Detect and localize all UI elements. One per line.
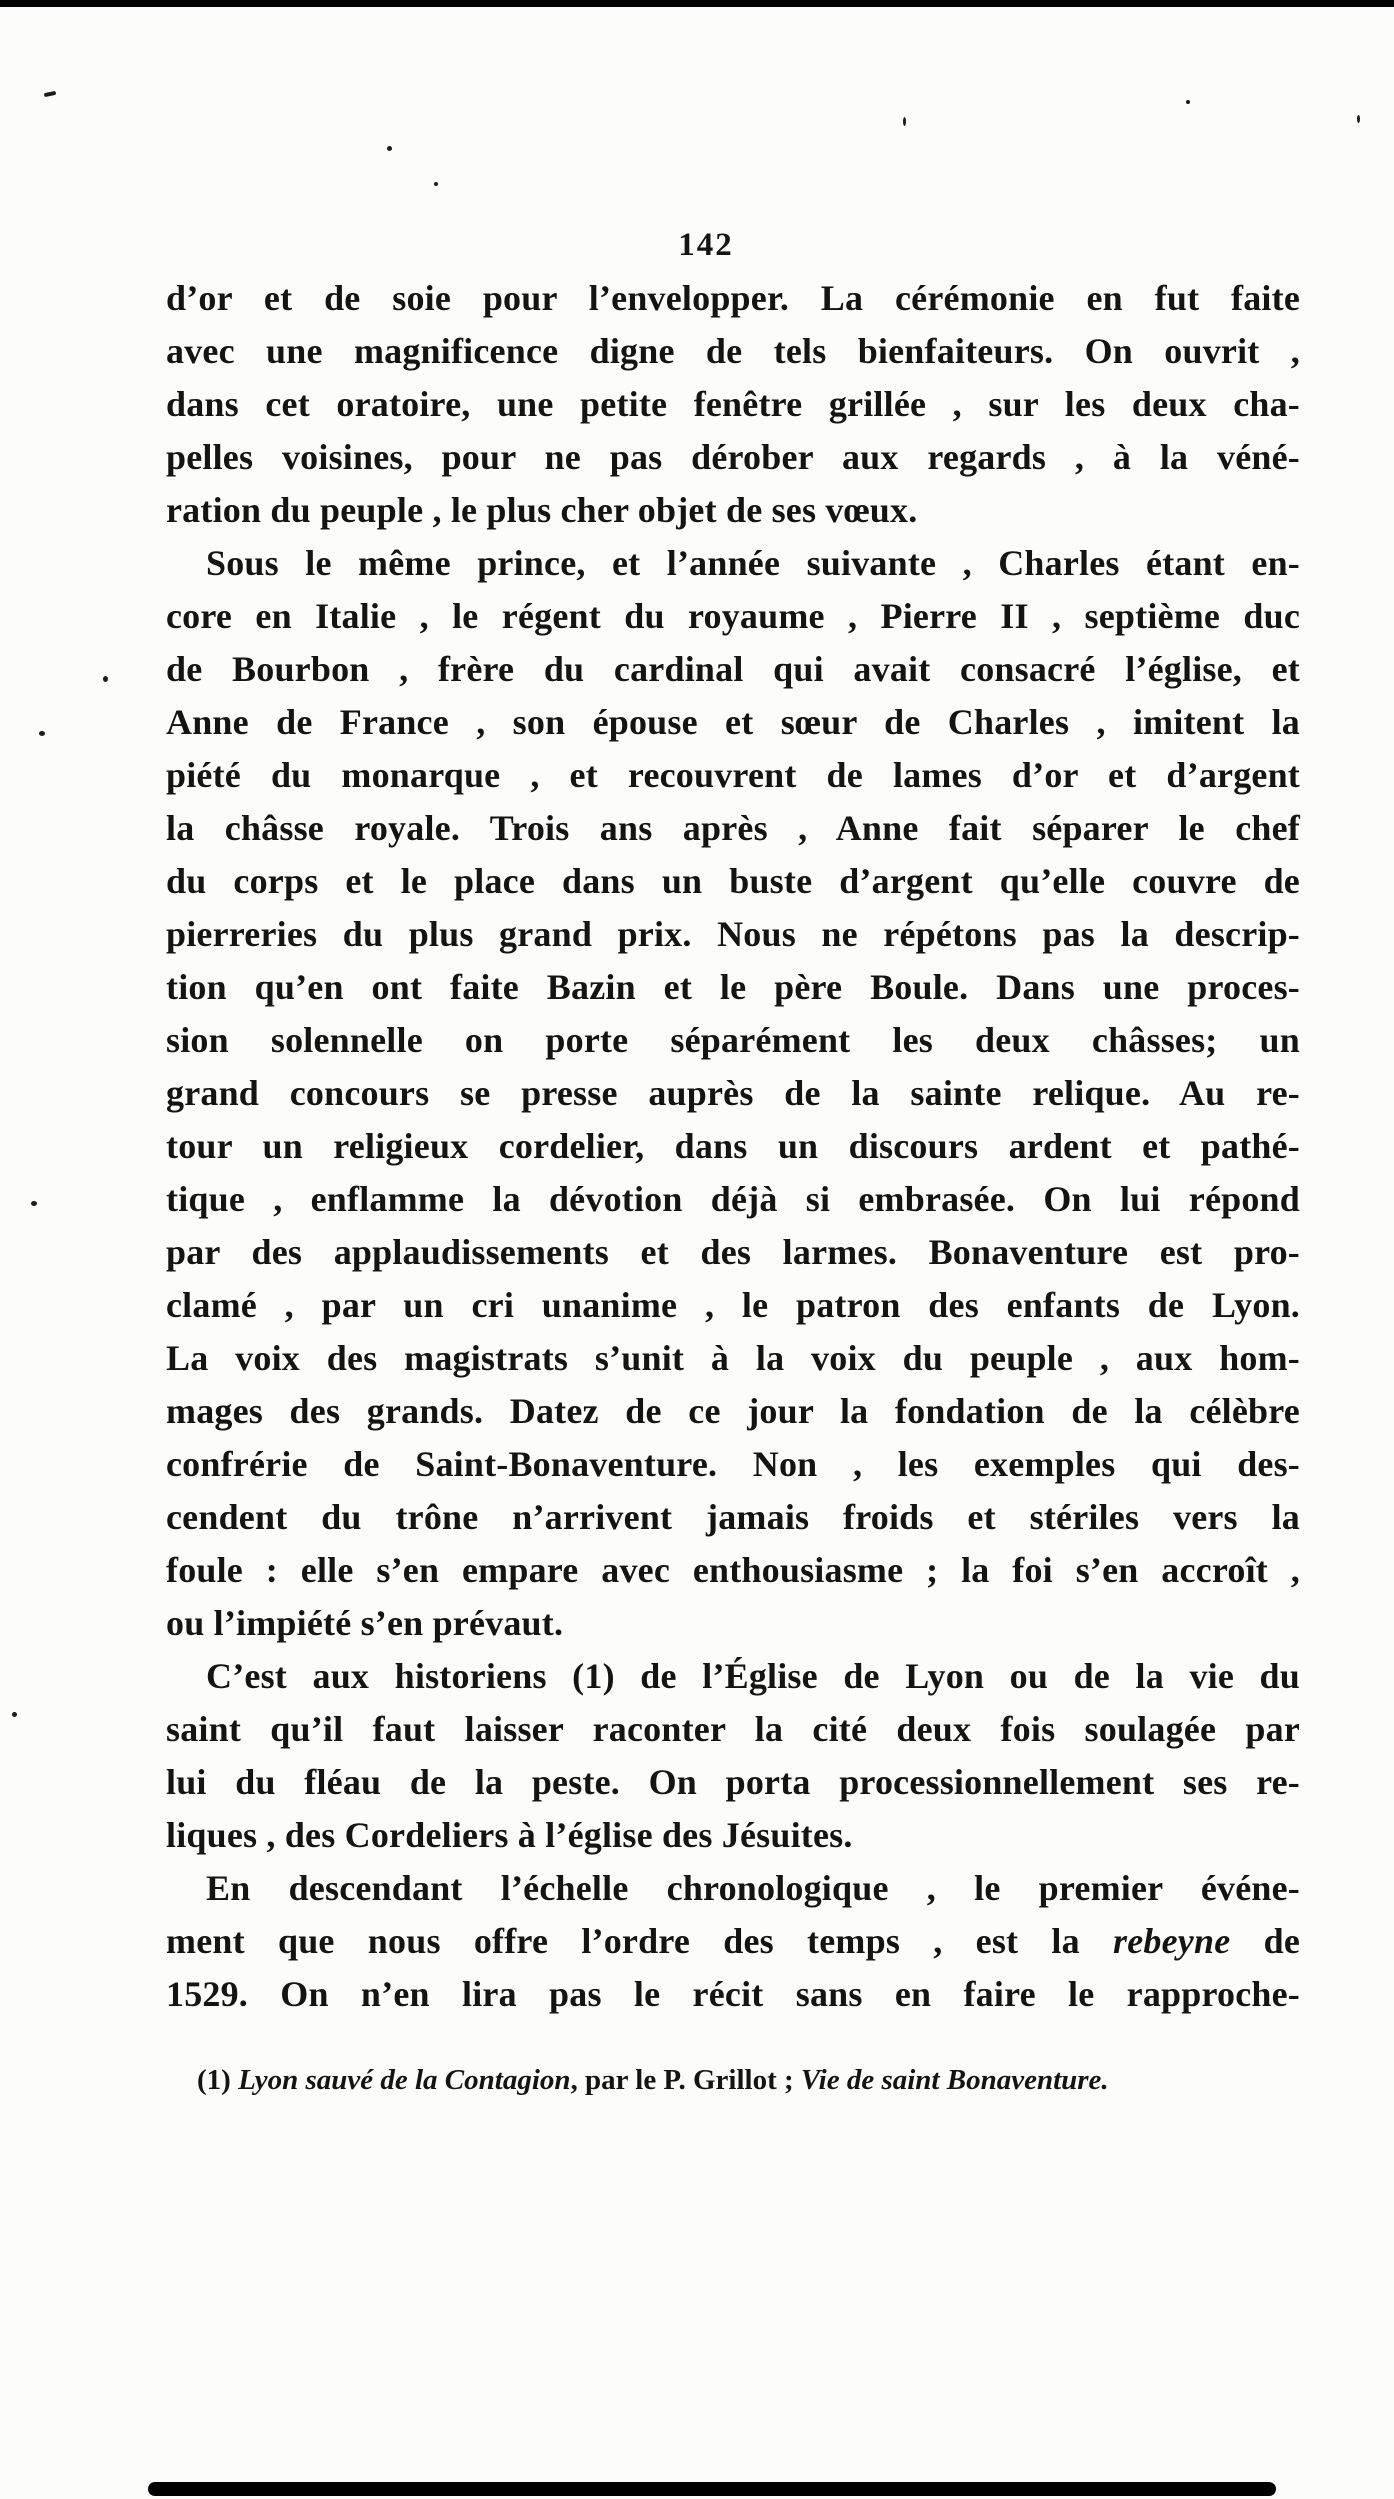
text-run: ration du peuple , le plus cher objet de ses vœux.: [166, 490, 918, 530]
italic-text: Lyon sauvé de la Contagion: [238, 2064, 571, 2096]
text-line: [166, 378, 1300, 431]
text-run: clamé , par un cri unanime , le patron des enfants de Lyon.: [166, 1285, 1300, 1325]
text-run: ou l’impiété s’en prévaut.: [166, 1603, 564, 1643]
scan-speck: [39, 731, 45, 736]
footnote: [197, 2060, 1307, 2100]
text-run: Anne de France , son épouse et sœur de Charles , imitent la: [166, 702, 1300, 742]
text-run: foule : elle s’en empare avec enthousiasme ; la foi s’en accroît ,: [166, 1550, 1300, 1590]
text-run: (1): [197, 2064, 239, 2096]
text-run: dans cet oratoire, une petite fenêtre grillée , sur les deux cha-: [166, 384, 1300, 424]
paragraph: [166, 537, 1300, 1650]
italic-text: Vie de saint Bonaventure.: [800, 2064, 1109, 2096]
scan-speck: [44, 91, 57, 97]
text-run: du corps et le place dans un buste d’argent qu’elle couvre de: [166, 861, 1300, 901]
paragraph: [166, 1650, 1300, 1862]
text-run: ment que nous offre l’ordre des temps , est la: [166, 1921, 1114, 1961]
scan-speck: [103, 676, 108, 682]
text-line: [166, 1756, 1300, 1809]
text-run: par des applaudissements et des larmes. Bonaventure est pro-: [166, 1232, 1300, 1272]
italic-text: rebeyne: [1113, 1921, 1231, 1961]
text-run: avec une magnificence digne de tels bienfaiteurs. On ouvrit ,: [166, 331, 1300, 371]
text-run: pelles voisines, pour ne pas dérober aux regards , à la véné-: [166, 437, 1300, 477]
text-line: [166, 272, 1300, 325]
scan-speck: [12, 1712, 17, 1717]
text-block: [166, 272, 1300, 2021]
text-run: saint qu’il faut laisser raconter la cité deux fois soulagée par: [166, 1709, 1300, 1749]
text-run: La voix des magistrats s’unit à la voix du peuple , aux hom-: [166, 1338, 1300, 1378]
text-run: de: [1230, 1921, 1300, 1961]
text-line: [166, 1438, 1300, 1491]
text-run: cendent du trône n’arrivent jamais froids et stériles vers la: [166, 1497, 1300, 1537]
text-run: pierreries du plus grand prix. Nous ne répétons pas la descrip-: [166, 914, 1300, 954]
text-line: [166, 431, 1300, 484]
text-run: sion solennelle on porte séparément les deux châsses; un: [166, 1020, 1300, 1060]
paragraph: [166, 1862, 1300, 2021]
text-line: [166, 1279, 1300, 1332]
text-line: [166, 590, 1300, 643]
footnote-line: [197, 2064, 1109, 2096]
text-line: [166, 749, 1300, 802]
text-line: [166, 537, 1300, 590]
text-line: [166, 1226, 1300, 1279]
scan-speck: [1357, 115, 1360, 123]
text-line: [166, 1067, 1300, 1120]
text-line: [166, 696, 1300, 749]
text-run: En descendant l’échelle chronologique , le premier événe-: [206, 1868, 1300, 1908]
text-run: C’est aux historiens (1) de l’Église de Lyon ou de la vie du: [206, 1656, 1300, 1696]
text-run: tion qu’en ont faite Bazin et le père Boule. Dans une proces-: [166, 967, 1300, 1007]
text-line: [166, 961, 1300, 1014]
scan-speck: [434, 182, 438, 186]
text-line: [166, 325, 1300, 378]
text-run: piété du monarque , et recouvrent de lames d’or et d’argent: [166, 755, 1300, 795]
text-run: la châsse royale. Trois ans après , Anne fait séparer le chef: [166, 808, 1300, 848]
text-run: mages des grands. Datez de ce jour la fondation de la célèbre: [166, 1391, 1300, 1431]
text-line: [166, 484, 1300, 537]
text-line: [166, 1862, 1300, 1915]
scan-edge-top: [0, 0, 1394, 7]
text-line: [166, 908, 1300, 961]
text-run: confrérie de Saint-Bonaventure. Non , les exemples qui des-: [166, 1444, 1300, 1484]
scan-edge-bottom: [148, 2482, 1276, 2496]
text-run: tour un religieux cordelier, dans un discours ardent et pathé-: [166, 1126, 1300, 1166]
scan-speck: [387, 146, 392, 151]
text-run: d’or et de soie pour l’envelopper. La cérémonie en fut faite: [166, 278, 1300, 318]
text-line: [166, 643, 1300, 696]
text-line: [166, 1809, 1300, 1862]
text-line: [166, 1014, 1300, 1067]
text-line: [166, 855, 1300, 908]
text-line: [166, 1915, 1300, 1968]
page-number: 142: [678, 227, 734, 263]
paragraph: [166, 272, 1300, 537]
text-line: [166, 1385, 1300, 1438]
text-run: liques , des Cordeliers à l’église des Jésuites.: [166, 1815, 853, 1855]
text-line: [166, 1120, 1300, 1173]
text-line: [166, 1703, 1300, 1756]
scan-speck: [1186, 100, 1190, 104]
text-line: [166, 1650, 1300, 1703]
scan-speck: [903, 117, 906, 126]
text-run: , par le P. Grillot ;: [570, 2064, 801, 2096]
text-line: [166, 1968, 1300, 2021]
text-run: Sous le même prince, et l’année suivante , Charles étant en-: [206, 543, 1300, 583]
text-run: core en Italie , le régent du royaume , Pierre II , septième duc: [166, 596, 1300, 636]
text-line: [166, 1491, 1300, 1544]
text-line: [166, 1597, 1300, 1650]
text-run: de Bourbon , frère du cardinal qui avait consacré l’église, et: [166, 649, 1300, 689]
text-run: lui du fléau de la peste. On porta processionnellement ses re-: [166, 1762, 1300, 1802]
text-line: [166, 1544, 1300, 1597]
text-line: [166, 1173, 1300, 1226]
scan-speck: [31, 1201, 37, 1206]
text-run: tique , enflamme la dévotion déjà si embrasée. On lui répond: [166, 1179, 1300, 1219]
text-run: grand concours se presse auprès de la sainte relique. Au re-: [166, 1073, 1300, 1113]
text-run: 1529. On n’en lira pas le récit sans en faire le rapproche-: [166, 1974, 1300, 2014]
text-line: [166, 802, 1300, 855]
text-line: [166, 1332, 1300, 1385]
